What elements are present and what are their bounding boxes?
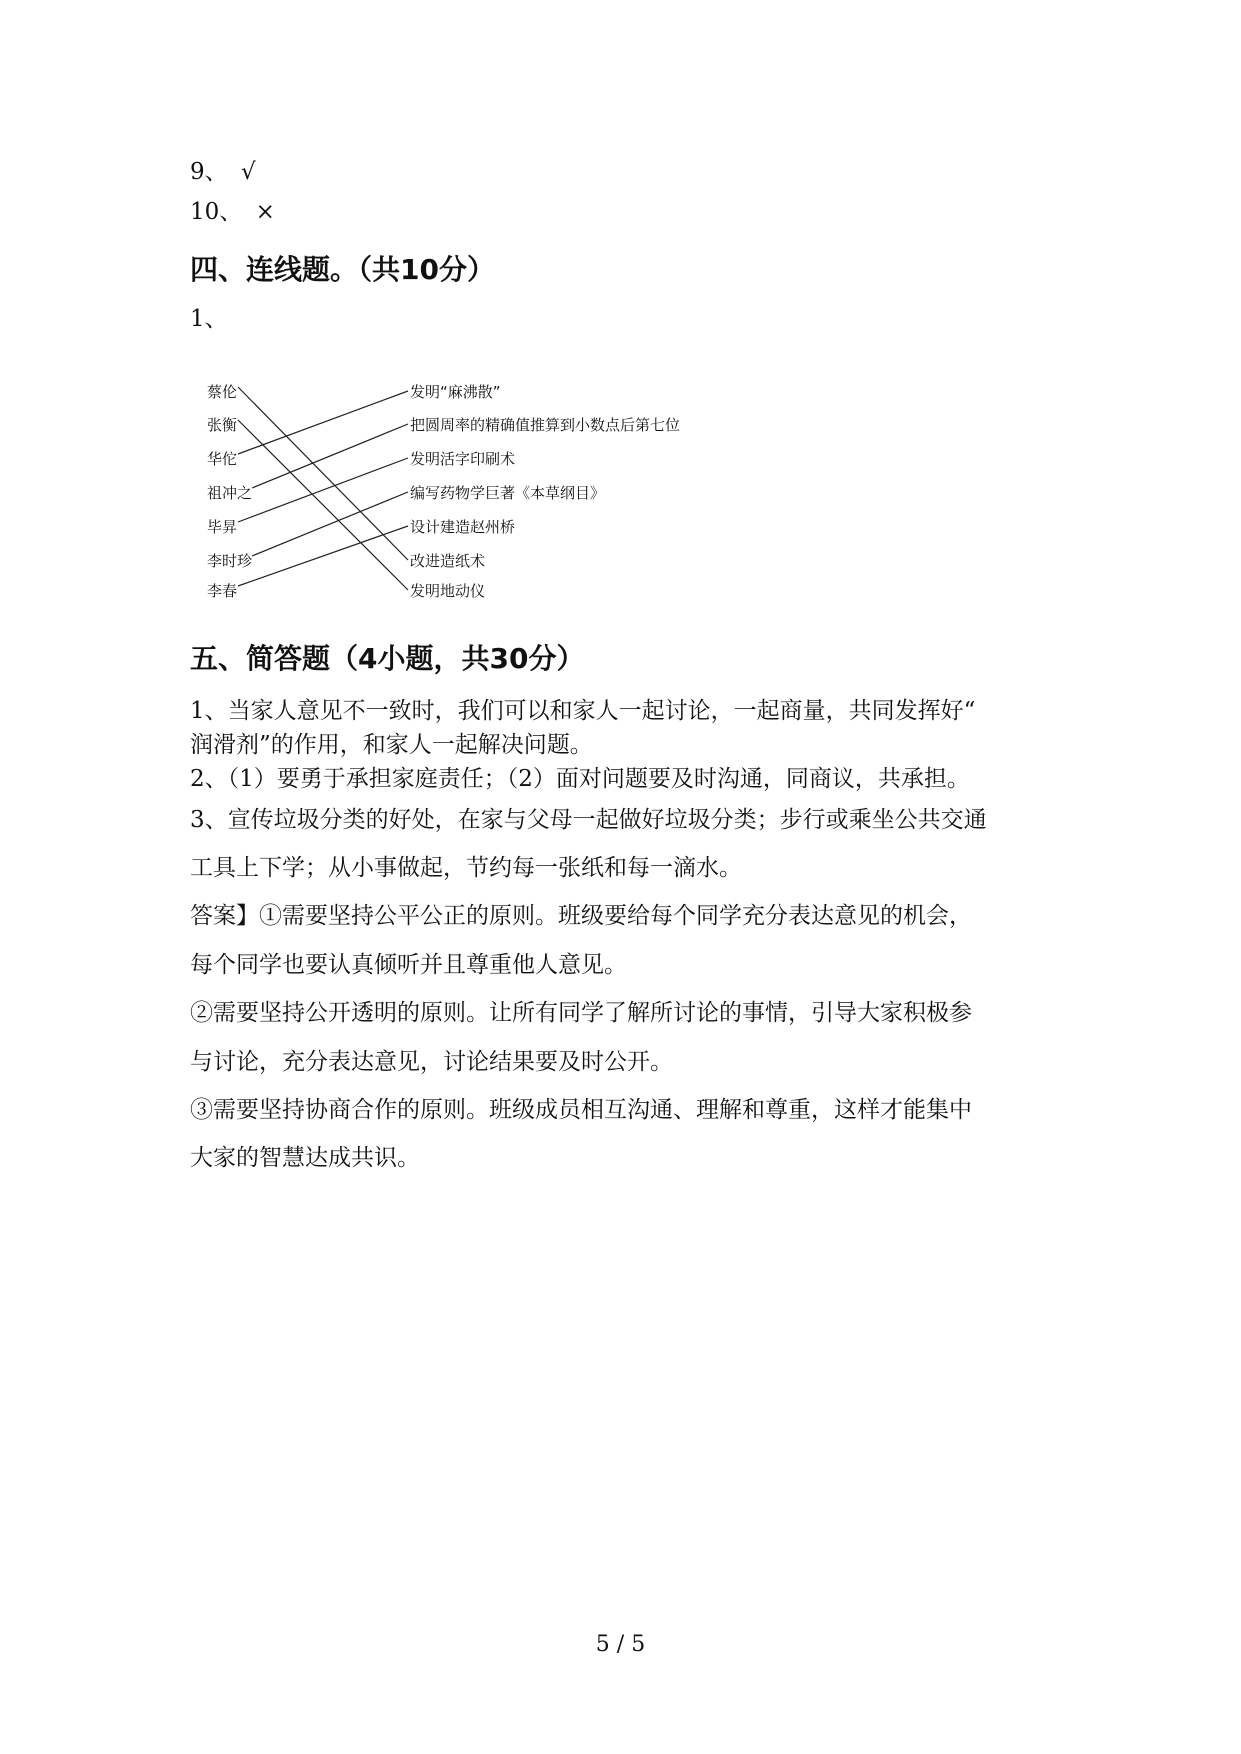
matching-diagram [0,0,1241,640]
answer-line: 大家的智慧达成共识。 [190,1145,420,1171]
answer-line: 每个同学也要认真倾听并且尊重他人意见。 [190,952,627,978]
answer-line: 工具上下学；从小事做起，节约每一张纸和每一滴水。 [190,855,742,881]
match-line [252,492,408,556]
right-item-label: 编写药物学巨著《本草纲目》 [410,484,606,502]
answer-line: 1、当家人意见不一致时，我们可以和家人一起讨论，一起商量，共同发挥好“ [190,698,976,724]
section4-heading: 四、连线题。（共10分） [190,253,495,286]
left-item-label: 李春 [207,582,238,600]
left-item-label: 李时珍 [207,552,253,570]
answer-line: 3、宣传垃圾分类的好处，在家与父母一起做好垃圾分类；步行或乘坐公共交通 [190,807,987,833]
left-item-label: 华佗 [207,450,238,468]
match-line [238,391,408,454]
right-item-label: 设计建造赵州桥 [410,518,516,536]
right-item-label: 把圆周率的精确值推算到小数点后第七位 [410,416,681,434]
right-item-label: 发明“麻沸散” [410,383,501,401]
left-item-label: 张衡 [207,416,238,434]
match-line [252,424,408,488]
left-item-label: 蔡伦 [207,383,238,401]
section5-heading: 五、简答题（4小题，共30分） [190,642,585,675]
page-number: 5 / 5 [595,1632,646,1657]
answer-line: 润滑剂”的作用，和家人一起解决问题。 [190,732,593,758]
answer-line: 2、（1）要勇于承担家庭责任；（2）面对问题要及时沟通，同商议，共承担。 [190,766,970,792]
right-item-label: 发明地动仪 [410,582,486,600]
match-line [238,458,408,522]
match-line [238,420,408,590]
answer-line: 答案】①需要坚持公平公正的原则。班级要给每个同学充分表达意见的机会， [190,903,972,929]
answer-line: ②需要坚持公开透明的原则。让所有同学了解所讨论的事情，引导大家积极参 [190,1000,972,1026]
left-item-label: 毕昇 [207,518,238,536]
match-line [238,526,408,586]
left-item-label: 祖冲之 [207,484,253,502]
answer-mark: × [255,199,275,225]
answer-mark: √ [240,159,256,185]
answer-number: 10、 [190,199,243,225]
right-item-label: 发明活字印刷术 [410,450,516,468]
answer-line: ③需要坚持协商合作的原则。班级成员相互沟通、理解和尊重，这样才能集中 [190,1097,972,1123]
answer-number: 9、 [190,159,228,185]
answer-line: 与讨论，充分表达意见，讨论结果要及时公开。 [190,1049,673,1075]
section4-question-label: 1、 [190,306,228,332]
right-item-label: 改进造纸术 [410,552,486,570]
match-line [238,387,408,560]
